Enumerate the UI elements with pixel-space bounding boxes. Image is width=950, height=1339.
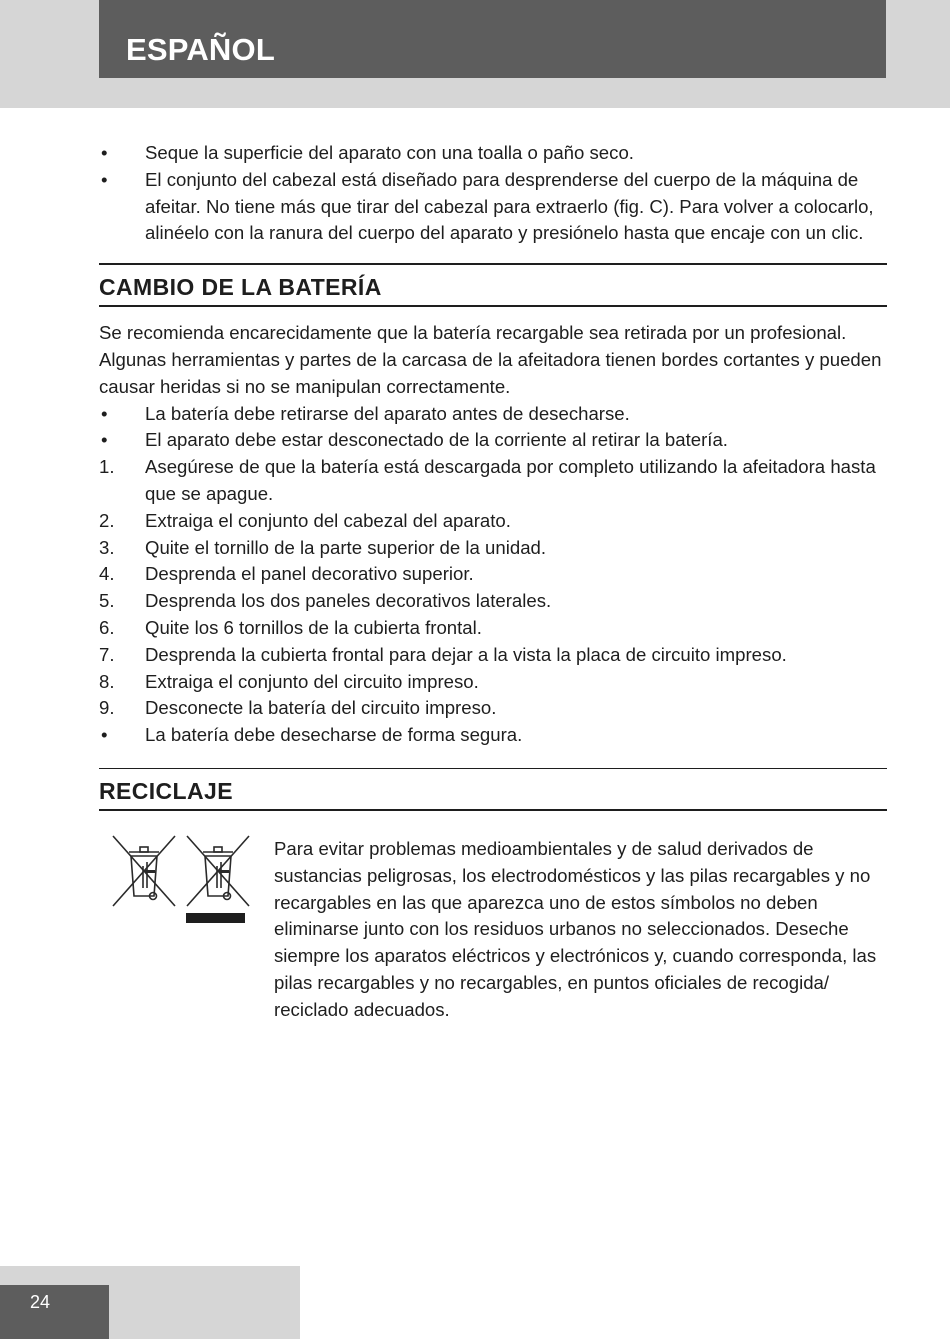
numbered-step — [99, 642, 887, 669]
bullet-text: La batería debe retirarse del aparato antes de desecharse. — [145, 402, 630, 424]
step-number: 9. — [99, 697, 115, 719]
step-number: 1. — [99, 456, 115, 478]
language-tab — [99, 0, 886, 78]
weee-symbols — [99, 836, 274, 936]
crossed-out-wheelie-bin-with-bar-icon — [183, 834, 253, 926]
recycling-paragraph: Para evitar problemas medioambientales y de salud derivados de sustancias peligrosas, los electrodomésticos y las pilas recargables y no recargables en las que aparezca uno de estos símbolos no deben eliminarse junto con los residuos urbanos no seleccionados. Deseche siempre los aparatos eléctricos y electrónicos y, cuando corresponda, las pilas recargables y no recargables, en puntos oficiales de recogida/ reciclado adecuados. — [274, 837, 877, 1020]
step-text: Desprenda los dos paneles decorativos laterales. — [145, 590, 552, 612]
step-text: Desconecte la batería del circuito impreso. — [145, 697, 497, 719]
step-text: Extraiga el conjunto del circuito impreso. — [145, 670, 479, 692]
list-item — [99, 427, 887, 454]
step-number: 3. — [99, 536, 115, 558]
step-text: Desprenda el panel decorativo superior. — [145, 563, 474, 585]
list-item — [99, 722, 887, 749]
main-content — [99, 140, 887, 1024]
bullet-text: El conjunto del cabezal está diseñado para desprenderse del cuerpo de la máquina de afeitar. No tiene más que tirar del cabezal para extraerlo (fig. C). Para volver a colocarlo, alinéelo con la ranura del cuerpo del aparato y presiónelo hasta que encaje con un clic. — [145, 168, 874, 244]
numbered-step — [99, 669, 887, 696]
numbered-step — [99, 615, 887, 642]
language-title: ESPAÑOL — [126, 32, 275, 67]
numbered-step — [99, 535, 887, 562]
step-number: 8. — [99, 670, 115, 692]
list-item — [99, 401, 887, 428]
numbered-step — [99, 561, 887, 588]
page-number-box — [0, 1285, 109, 1339]
step-text: Quite el tornillo de la parte superior de la unidad. — [145, 536, 547, 558]
numbered-step — [99, 695, 887, 722]
bullet-marker: • — [101, 168, 108, 190]
step-number: 7. — [99, 643, 115, 665]
numbered-step — [99, 588, 887, 615]
page-number: 24 — [30, 1292, 51, 1312]
step-number: 6. — [99, 616, 115, 638]
list-item — [99, 167, 887, 247]
crossed-out-wheelie-bin-icon — [109, 834, 179, 910]
battery-section-body — [99, 320, 887, 749]
step-number: 2. — [99, 509, 115, 531]
step-number: 5. — [99, 590, 115, 612]
bullet-text: La batería debe desecharse de forma segura. — [145, 724, 523, 746]
recycling-block — [99, 836, 887, 1024]
step-text: Asegúrese de que la batería está descargada por completo utilizando la afeitadora hasta que se apague. — [145, 456, 876, 504]
bullet-text: El aparato debe estar desconectado de la corriente al retirar la batería. — [145, 429, 728, 451]
bullet-marker: • — [101, 724, 108, 746]
bullet-marker: • — [101, 402, 108, 424]
section-heading-recycling: RECICLAJE — [99, 768, 887, 811]
list-item — [99, 140, 887, 167]
bullet-marker: • — [101, 142, 108, 163]
step-text: Desprenda la cubierta frontal para dejar a la vista la placa de circuito impreso. — [145, 643, 787, 665]
step-text: Quite los 6 tornillos de la cubierta frontal. — [145, 616, 482, 638]
numbered-step — [99, 508, 887, 535]
numbered-step — [99, 454, 887, 508]
battery-intro-paragraph: Se recomienda encarecidamente que la batería recargable sea retirada por un profesional. Algunas herramientas y partes de la carcasa de la afeitadora tienen bordes cortantes y pueden causar heridas si no se manipulan correctamente. — [99, 322, 882, 397]
bullet-text: Seque la superficie del aparato con una toalla o paño seco. — [145, 142, 634, 163]
bullet-marker: • — [101, 429, 108, 451]
step-text: Extraiga el conjunto del cabezal del aparato. — [145, 509, 511, 531]
step-number: 4. — [99, 563, 115, 585]
section-heading-battery: CAMBIO DE LA BATERÍA — [99, 263, 887, 307]
